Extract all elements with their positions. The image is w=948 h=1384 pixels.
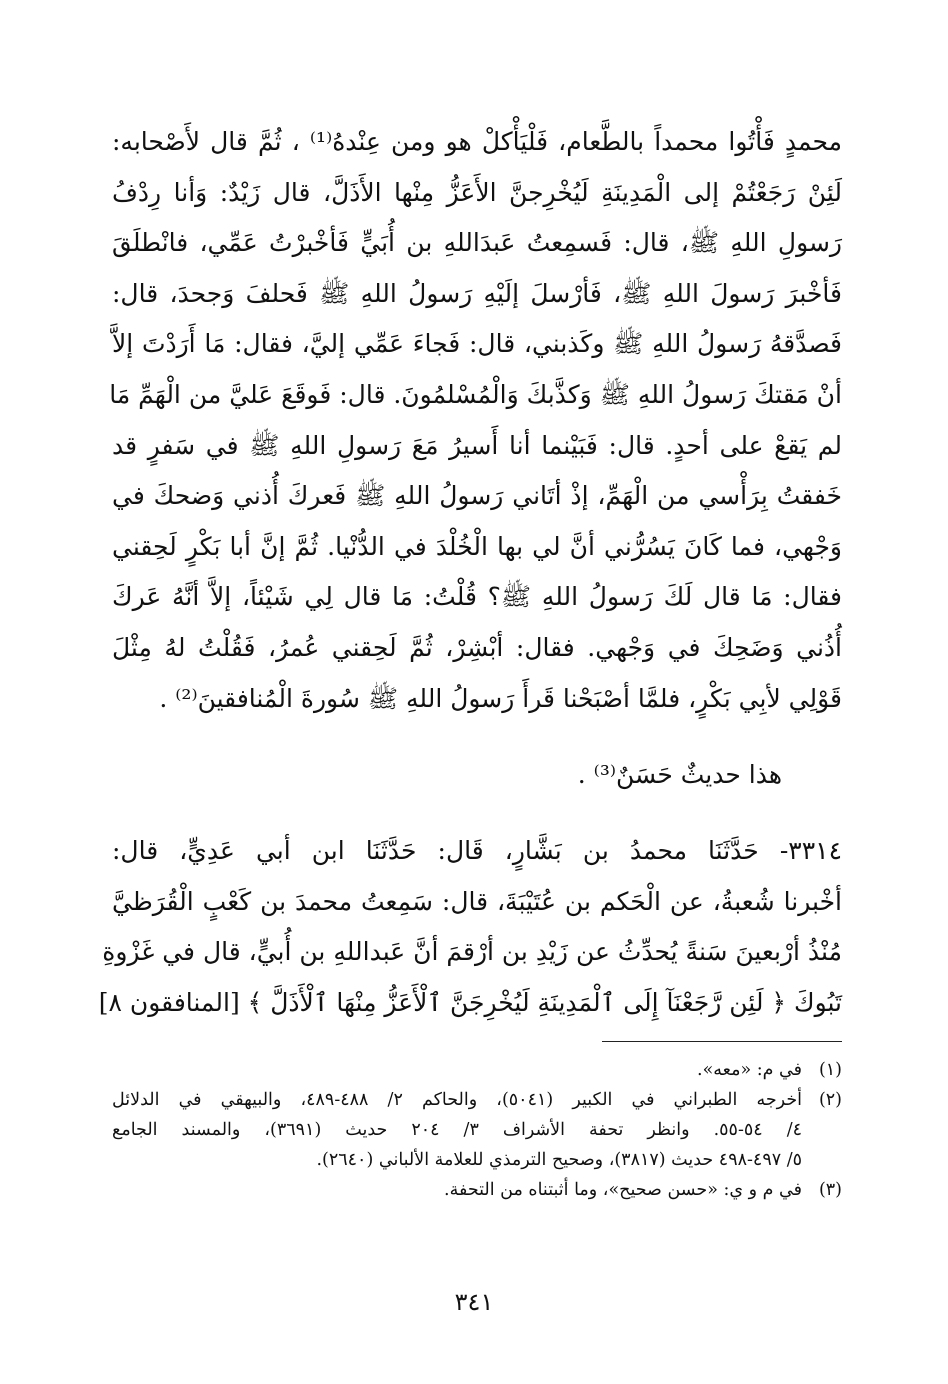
footnote-number: (٣) (818, 1180, 842, 1200)
footnotes (112, 1055, 842, 1205)
text-line: وَجْهي، فما كَانَ يَسُرُّني أنَّ لي بها الْخُلْدَ في الدُّنْيا. ثُمَّ إنَّ أبا بَكْرٍ لَحِقني (112, 531, 842, 561)
text-line: فَصدَّقهُ رَسولُ اللهِ ﷺ وكَذبني، قال: فَجاءَ عَمِّي إليَّ، فقال: مَا أَرَدْتَ إلاَّ (112, 329, 842, 359)
footnote-3 (112, 1175, 842, 1205)
text-line: قَوْلِي لأبِي بَكْرٍ، فلمَّا أصْبَحْنا قَرأَ رَسولُ اللهِ ﷺ سُورةَ الْمُنافقينَ⁽²⁾ . (159, 683, 842, 713)
page-number: ٣٤١ (454, 1288, 494, 1316)
text-line: أُذُني وَضَحِكَ في وَجْهي. فقال: أبْشِرْ، ثُمَّ لَحِقني عُمرُ، فَقُلْتُ لهُ مِثْلَ (112, 632, 842, 662)
footnote-number: (٢) (818, 1090, 842, 1110)
text-line: أنْ مَقتكَ رَسولُ اللهِ ﷺ وَكذَّبكَ وَالْمُسْلمُونَ. قال: فَوقَعَ عَليَّ من الْهَمِّ مَا (109, 379, 842, 409)
hadith-narrative-paragraph (109, 117, 842, 724)
footnote-text: في م و ي: «حسن صحيح»، وما أثبتناه من التحفة. (444, 1180, 802, 1200)
footnote-number: (١) (818, 1060, 842, 1080)
footnote-1 (112, 1055, 842, 1085)
text-line: لم يَقعْ على أحدٍ. قال: فَبَيْنما أنا أَسيرُ مَعَ رَسولِ اللهِ ﷺ في سَفرٍ قد (112, 430, 842, 460)
footnote-text: في م: «معه». (697, 1060, 802, 1080)
text-line: رَسولِ اللهِ ﷺ، قال: فَسمِعتُ عَبدَاللهِ بن أُبَيٍّ فَأخْبرْتُ عَمِّي، فانْطلَقَ (112, 228, 842, 258)
text-line: مُنْذُ أرْبعينَ سَنةً يُحدِّثُ عن زَيْدِ بن أرْقمَ أنَّ عَبداللهِ بن أُبيٍّ، قال في غَزْوةِ (102, 937, 842, 967)
text-line: تَبُوكَ ﴿ لَئِن رَّجَعْنَآ إِلَى ٱلْمَدِينَةِ لَيُخْرِجَنَّ ٱلْأَعَزُّ مِنْهَا ٱلْأَذَلَّ ﴾ [المنافقون ٨] (98, 987, 842, 1017)
text-line: فَأخْبرَ رَسولَ اللهِ ﷺ، فَأرْسلَ إلَيْهِ رَسولُ اللهِ ﷺ فَحلفَ وَجحدَ، قال: (112, 278, 842, 308)
footnote-divider (602, 1041, 842, 1042)
text-line: أخْبرنا شُعبةُ، عن الْحَكم بن عُتَيْبَةَ، قال: سَمِعتُ محمدَ بن كَعْبٍ الْقُرَظيَّ (112, 886, 842, 916)
grading-text: هذا حديثٌ حَسَنٌ⁽³⁾ . (577, 760, 782, 789)
text-line: محمدٍ فَأْتُوا محمداً بالطَّعام، فَلْيَأْكلْ هو ومن عِنْدهُ⁽¹⁾ ، ثُمَّ قال لأَصْحابه: (112, 127, 842, 156)
text-line: لَئِنْ رَجَعْتُمْ إلى الْمَدِينَةِ لَيُخْرِجنَّ الأَعَزُّ مِنْها الأَذَلَّ، قال زَيْدٌ: وَأنا رِدْفُ (112, 177, 842, 207)
text-line: ٣٣١٤- حَدَّثَنَا محمدُ بن بَشَّارٍ، قَال: حَدَّثَنَا ابن أبي عَدِيٍّ، قال: (112, 836, 842, 865)
grading-statement (112, 750, 842, 800)
footnote-text: ٤/ ٥٤-٥٥. وانظر تحفة الأشراف ٣/ ٢٠٤ حديث (٣٦٩١)، والمسند الجامع (112, 1120, 803, 1140)
text-line: خَفقتُ بِرَأْسي من الْهَمِّ، إذْ أتَاني رَسولُ اللهِ ﷺ فَعركَ أُذني وَضحكَ في (112, 481, 842, 511)
footnote-text: أخرجه الطبراني في الكبير (٥٠٤١)، والحاكم ٢/ ٤٨٨-٤٨٩، والبيهقي في الدلائل (112, 1090, 802, 1110)
footnote-text: ٥/ ٤٩٧-٤٩٨ حديث (٣٨١٧)، وصحيح الترمذي للعلامة الألباني (٢٦٤٠). (316, 1150, 802, 1170)
text-line: فقال: مَا قال لَكَ رَسولُ اللهِ ﷺ؟ قُلْتُ: مَا قال لِي شَيْئاً، إلاَّ أنَّهُ عَركَ (112, 582, 842, 612)
footnote-2 (112, 1085, 842, 1175)
hadith-3314-paragraph (98, 826, 842, 1028)
